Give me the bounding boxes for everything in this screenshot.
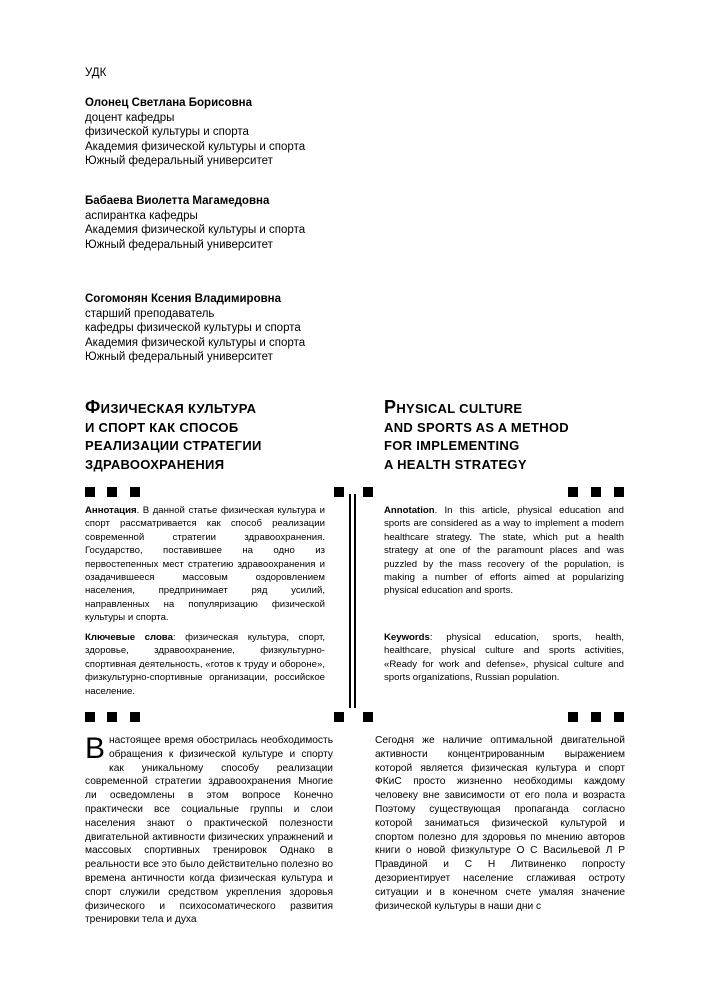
author-academy: Академия физической культуры и спорта xyxy=(85,336,306,349)
author-name: Бабаева Виолетта Магамедовна xyxy=(85,195,270,207)
udk-label: УДК xyxy=(85,67,107,79)
title-line: И СПОРТ КАК СПОСОБ xyxy=(85,419,239,435)
author-position: доцент кафедры xyxy=(85,111,175,124)
title-line: ЗДРАВООХРАНЕНИЯ xyxy=(85,456,225,472)
title-line: A HEALTH STRATEGY xyxy=(384,456,527,472)
body-column-right xyxy=(375,734,625,913)
author-position: старший преподаватель xyxy=(85,307,215,320)
decor-square xyxy=(363,487,373,497)
column-divider xyxy=(354,494,356,708)
keywords-ru xyxy=(85,631,325,698)
author-position: аспирантка кафедры xyxy=(85,209,198,222)
author-university: Южный федеральный университет xyxy=(85,351,273,363)
title-initial: Ф xyxy=(85,397,101,417)
body-text: настоящее время обострилась необходимость обращения к физической культуре и спорту как уникальному способу реализации современной стратегии здравоохранения Многие ли осведомлены в этом вопросе Конечно практически все социальные группы и слои населения знают о практической полезности двигательной активности физических упражнений и массовых спортивных тренировок Однако в реальности все это было действительно полезно во времена античности когда физическая культура и спорт служили средством укрепления здоровья физического и психосоматического развития тренировки тела и духа xyxy=(85,735,333,926)
abstract-label: Аннотация xyxy=(85,505,137,516)
article-title-en xyxy=(384,398,644,474)
keywords-text: : физическая культура, спорт, здоровье, здравоохранение, физкультурно-спортивная деятельность, «готов к труду и обороне», физкультурно-спортивные организации, российское население. xyxy=(85,632,325,697)
abstract-ru xyxy=(85,504,325,625)
decor-square xyxy=(107,487,117,497)
decor-square xyxy=(363,712,373,722)
decor-square xyxy=(85,487,95,497)
keywords-text: : physical education, sports, health, healthcare, physical culture and sports activities, «Ready for work and defense», physical culture and sports organizations, Russian population. xyxy=(384,632,624,684)
title-line: РЕАЛИЗАЦИИ СТРАТЕГИИ xyxy=(85,438,262,453)
decor-square xyxy=(334,712,344,722)
title-line: ИЗИЧЕСКАЯ КУЛЬТУРА xyxy=(100,401,257,416)
author-block-3 xyxy=(85,292,305,365)
decor-square xyxy=(130,487,140,497)
author-name: Согомонян Ксения Владимировна xyxy=(85,293,282,305)
keywords-en xyxy=(384,631,624,685)
decor-square xyxy=(568,487,578,497)
abstract-en xyxy=(384,504,624,598)
drop-cap: В xyxy=(85,732,106,765)
author-name: Олонец Светлана Борисовна xyxy=(85,97,252,109)
decor-square xyxy=(130,712,140,722)
abstract-text: . В данной статье физическая культура и спорт рассматривается как способ реализации современной стратегии здравоохранения. Государство, поставившее на одно из первостепенных мест стратегию здравоохранения и озадачившееся массовым оздоровлением населения, предпринимает ряд усилий, направленных на популяризацию физической культуры и спорта. xyxy=(85,505,325,624)
author-department: кафедры физической культуры и спорта xyxy=(85,322,301,334)
decor-square xyxy=(591,712,601,722)
title-line: AND SPORTS AS A METHOD xyxy=(384,419,569,435)
decor-square xyxy=(334,487,344,497)
column-divider xyxy=(349,494,351,708)
author-block-2 xyxy=(85,194,305,252)
author-academy: Академия физической культуры и спорта xyxy=(85,140,306,153)
title-line: FOR IMPLEMENTING xyxy=(384,438,520,453)
keywords-label: Ключевые слова xyxy=(85,632,173,643)
title-initial: P xyxy=(384,397,397,417)
author-block-1 xyxy=(85,96,305,169)
decor-square xyxy=(85,712,95,722)
title-line: HYSICAL CULTURE xyxy=(396,401,523,416)
author-department: физической культуры и спорта xyxy=(85,126,249,138)
decor-square xyxy=(568,712,578,722)
author-university: Южный федеральный университет xyxy=(85,238,273,251)
decor-square xyxy=(591,487,601,497)
article-title-ru xyxy=(85,398,335,474)
abstract-label: Annotation xyxy=(384,505,435,516)
abstract-text: . In this article, physical education and sports are considered as a way to implement a modern healthcare strategy. The state, which put a health strategy at one of the paramount places and was puzzled by the mass recovery of the population, is making a number of efforts aimed at popularizing physical education and sports. xyxy=(384,505,624,597)
body-text: Сегодня же наличие оптимальной двигательной активности концентрированным выражением которой является физическая культура и спорт ФКиС просто жизненно необходимы каждому человеку вне зависимости от его пола и возраста Поэтому существующая пропаганда согласно которой заниматься физической культурой и спортом полезно для здоровья по мнению авторов книги о новой физкультуре О С Васильевой Л Р Правдиной и С Н Литвиненко попросту дезориентирует население сглаживая остроту ситуации и в конечном счете умаляя значение физической культуры в наши дни с xyxy=(375,735,625,912)
decor-square xyxy=(614,487,624,497)
author-academy: Академия физической культуры и спорта xyxy=(85,224,306,236)
body-column-left xyxy=(85,734,333,927)
author-university: Южный федеральный университет xyxy=(85,155,273,167)
keywords-label: Keywords xyxy=(384,632,430,643)
decor-square xyxy=(614,712,624,722)
decor-square xyxy=(107,712,117,722)
